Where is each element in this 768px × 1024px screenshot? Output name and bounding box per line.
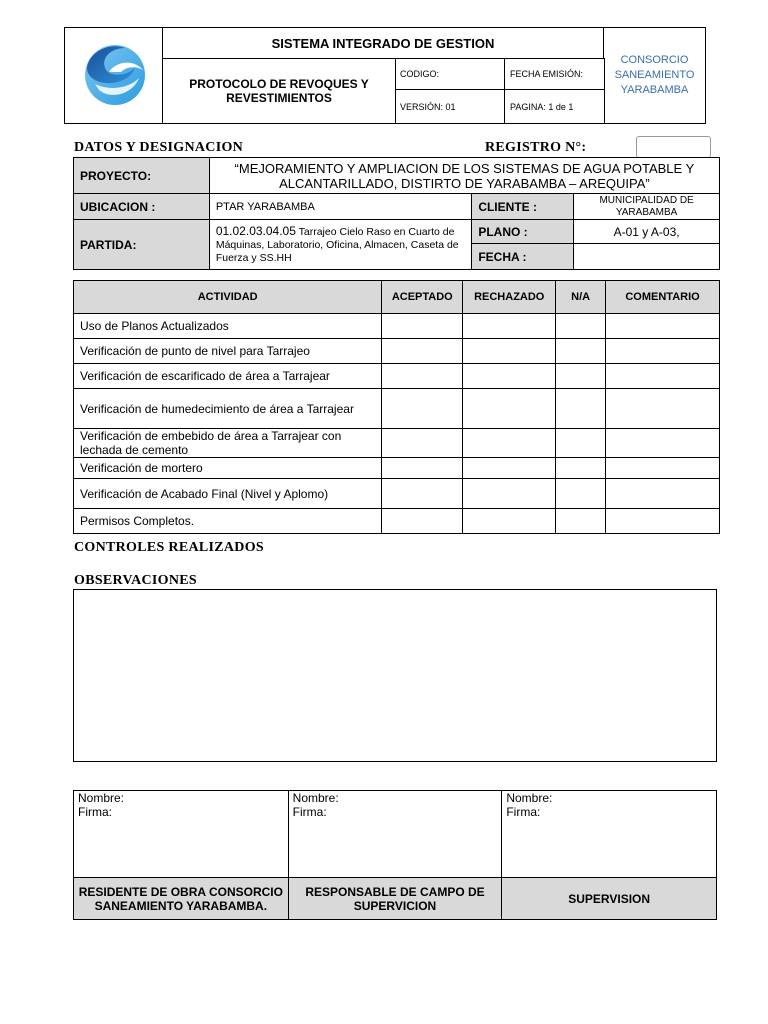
document-title <box>163 58 396 124</box>
na-cell[interactable] <box>556 429 606 458</box>
aceptado-cell[interactable] <box>382 314 463 339</box>
aceptado-cell[interactable] <box>382 339 463 364</box>
nombre-label: Nombre: <box>292 791 339 805</box>
partida-value <box>209 220 471 270</box>
rechazado-cell[interactable] <box>463 314 556 339</box>
activity-name: Verificación de humedecimiento de área a Tarrajear <box>74 389 382 429</box>
aceptado-cell[interactable] <box>382 479 463 509</box>
cliente-value: MUNICIPALIDAD DE YARABAMBA <box>574 194 720 220</box>
pagina-label: PAGINA: 1 de 1 <box>504 89 605 124</box>
na-cell[interactable] <box>556 339 606 364</box>
registro-input[interactable] <box>636 136 711 158</box>
plano-label: PLANO : <box>472 220 574 244</box>
brand-line-3: YARABAMBA <box>620 84 689 96</box>
activity-name: Verificación de mortero <box>74 458 382 479</box>
activity-row <box>74 314 720 339</box>
activity-row <box>74 429 720 458</box>
rechazado-cell[interactable] <box>463 479 556 509</box>
document-title-text: PROTOCOLO DE REVOQUES Y REVESTIMIENTOS <box>189 77 369 105</box>
col-actividad: ACTIVIDAD <box>74 281 382 314</box>
role-residente: RESIDENTE DE OBRA CONSORCIO SANEAMIENTO YARABAMBA. <box>74 878 289 920</box>
na-cell[interactable] <box>556 479 606 509</box>
signatures-table <box>73 790 717 920</box>
registro-label: REGISTRO N°: <box>485 140 587 155</box>
comentario-cell[interactable] <box>606 389 720 429</box>
aceptado-cell[interactable] <box>382 509 463 534</box>
logo-cell <box>64 27 163 124</box>
aceptado-cell[interactable] <box>382 389 463 429</box>
brand-line-2: SANEAMIENTO <box>614 69 695 81</box>
activity-row <box>74 458 720 479</box>
na-cell[interactable] <box>556 364 606 389</box>
col-na: N/A <box>556 281 606 314</box>
comentario-cell[interactable] <box>606 314 720 339</box>
activity-name: Verificación de Acabado Final (Nivel y Aplomo) <box>74 479 382 509</box>
comentario-cell[interactable] <box>606 339 720 364</box>
rechazado-cell[interactable] <box>463 458 556 479</box>
ubicacion-value: PTAR YARABAMBA <box>209 194 471 220</box>
role-supervision: SUPERVISION <box>502 878 717 920</box>
observaciones-heading: OBSERVACIONES <box>74 573 197 588</box>
rechazado-cell[interactable] <box>463 509 556 534</box>
firma-label: Firma: <box>506 805 541 819</box>
comentario-cell[interactable] <box>606 458 720 479</box>
comentario-cell[interactable] <box>606 479 720 509</box>
col-rechazado: RECHAZADO <box>463 281 556 314</box>
observaciones-box[interactable] <box>73 589 717 762</box>
version-label: VERSIÓN: 01 <box>395 89 505 124</box>
activities-header-row <box>74 281 720 314</box>
na-cell[interactable] <box>556 458 606 479</box>
col-comentario: COMENTARIO <box>606 281 720 314</box>
role-responsable: RESPONSABLE DE CAMPO DE SUPERVICION <box>288 878 502 920</box>
partida-label: PARTIDA: <box>74 220 210 270</box>
plano-value: A-01 y A-03, <box>574 220 720 244</box>
activity-name: Uso de Planos Actualizados <box>74 314 382 339</box>
controles-heading: CONTROLES REALIZADOS <box>74 540 264 555</box>
datos-table <box>73 157 720 270</box>
activity-name: Verificación de escarificado de área a Tarrajear <box>74 364 382 389</box>
proyecto-value: “MEJORAMIENTO Y AMPLIACION DE LOS SISTEMAS DE AGUA POTABLE Y ALCANTARILLADO, DISTIRTO DE YARABAMBA – AREQUIPA” <box>209 158 719 194</box>
signature-block-residente[interactable] <box>74 791 289 878</box>
system-title: SISTEMA INTEGRADO DE GESTION <box>163 27 604 59</box>
activity-name: Permisos Completos. <box>74 509 382 534</box>
firma-label: Firma: <box>292 805 327 819</box>
fecha-value[interactable] <box>574 244 720 270</box>
col-aceptado: ACEPTADO <box>382 281 463 314</box>
brand-line-1: CONSORCIO <box>620 54 689 66</box>
rechazado-cell[interactable] <box>463 364 556 389</box>
activity-row <box>74 479 720 509</box>
ubicacion-label: UBICACION : <box>74 194 210 220</box>
datos-heading: DATOS Y DESIGNACION <box>74 140 244 155</box>
na-cell[interactable] <box>556 509 606 534</box>
activity-row <box>74 364 720 389</box>
fecha-emision-label: FECHA EMISIÓN: <box>504 58 605 90</box>
aceptado-cell[interactable] <box>382 429 463 458</box>
aceptado-cell[interactable] <box>382 364 463 389</box>
rechazado-cell[interactable] <box>463 389 556 429</box>
activity-row <box>74 389 720 429</box>
partida-code: 01.02.03.04.05 <box>215 223 296 238</box>
activity-name: Verificación de embebido de área a Tarrajear con lechada de cemento <box>74 429 382 458</box>
activity-row <box>74 509 720 534</box>
activity-name: Verificación de punto de nivel para Tarrajeo <box>74 339 382 364</box>
brand-name <box>604 27 706 124</box>
comentario-cell[interactable] <box>606 364 720 389</box>
firma-label: Firma: <box>78 805 112 819</box>
comentario-cell[interactable] <box>606 509 720 534</box>
na-cell[interactable] <box>556 314 606 339</box>
activity-row <box>74 339 720 364</box>
partida-description: Tarrajeo Cielo Raso en Cuarto de Máquinas, Laboratorio, Oficina, Almacen, Caseta de Fuerza y SS.HH <box>215 225 459 264</box>
signature-block-responsable[interactable] <box>288 791 502 878</box>
company-logo-icon <box>65 28 162 123</box>
cliente-label: CLIENTE : <box>472 194 574 220</box>
proyecto-label: PROYECTO: <box>74 158 210 194</box>
rechazado-cell[interactable] <box>463 339 556 364</box>
aceptado-cell[interactable] <box>382 458 463 479</box>
comentario-cell[interactable] <box>606 429 720 458</box>
nombre-label: Nombre: <box>506 791 553 805</box>
codigo-label: CODIGO: <box>395 58 505 90</box>
nombre-label: Nombre: <box>78 791 125 805</box>
activities-table <box>73 280 720 534</box>
fecha-label: FECHA : <box>472 244 574 270</box>
na-cell[interactable] <box>556 389 606 429</box>
rechazado-cell[interactable] <box>463 429 556 458</box>
signature-block-supervision[interactable] <box>502 791 717 878</box>
